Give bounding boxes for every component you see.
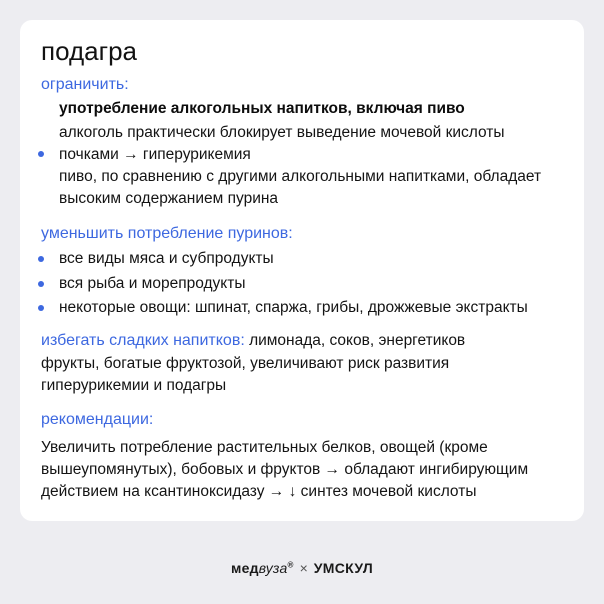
medvuza-logo: медвуза® [231, 560, 294, 576]
recommendation-line-2: вышеупомянутых), бобовых и фруктов → обладают ингибирующим [41, 461, 529, 478]
section-heading-recommendations: рекомендации: [41, 411, 154, 428]
alcohol-line-3: пиво, по сравнению с другими алкогольными напитками, обладает [59, 168, 542, 185]
fructose-line-1: фрукты, богатые фруктозой, увеличивают риск развития [41, 355, 450, 372]
purine-item-meat: все виды мяса и субпродукты [59, 250, 274, 267]
alcohol-line-2: почками → гиперурикемия [59, 146, 251, 163]
alcohol-bold-line: употребление алкогольных напитков, включая пиво [59, 100, 465, 117]
recommendation-line-3: действием на ксантиноксидазу → ↓ синтез мочевой кислоты [41, 483, 477, 500]
section-heading-sweet-drinks: избегать сладких напитков: [41, 332, 245, 349]
bullet-dot [38, 256, 44, 262]
collab-separator: × [299, 560, 308, 576]
bullet-dot [38, 281, 44, 287]
section-heading-limit: ограничить: [41, 76, 129, 93]
alcohol-line-4: высоким содержанием пурина [59, 190, 279, 207]
sweet-drinks-line [41, 332, 465, 350]
section-heading-purines: уменьшить потребление пуринов: [41, 225, 293, 242]
sweet-drinks-list: лимонада, соков, энергетиков [244, 332, 466, 349]
fructose-line-2: гиперурикемии и подагры [41, 377, 227, 394]
alcohol-line-1: алкоголь практически блокирует выведение мочевой кислоты [59, 124, 505, 141]
content-card [20, 20, 584, 521]
page-title: подагра [41, 36, 138, 66]
bullet-dot [38, 305, 44, 311]
bullet-dot [38, 151, 44, 157]
recommendation-line-1: Увеличить потребление растительных белков, овощей (кроме [41, 439, 488, 456]
purine-item-vegetables: некоторые овощи: шпинат, спаржа, грибы, дрожжевые экстракты [59, 299, 528, 316]
purine-item-fish: вся рыба и морепродукты [59, 275, 246, 292]
footer-brands [0, 560, 604, 576]
umskul-logo: УМСКУЛ [313, 560, 373, 576]
